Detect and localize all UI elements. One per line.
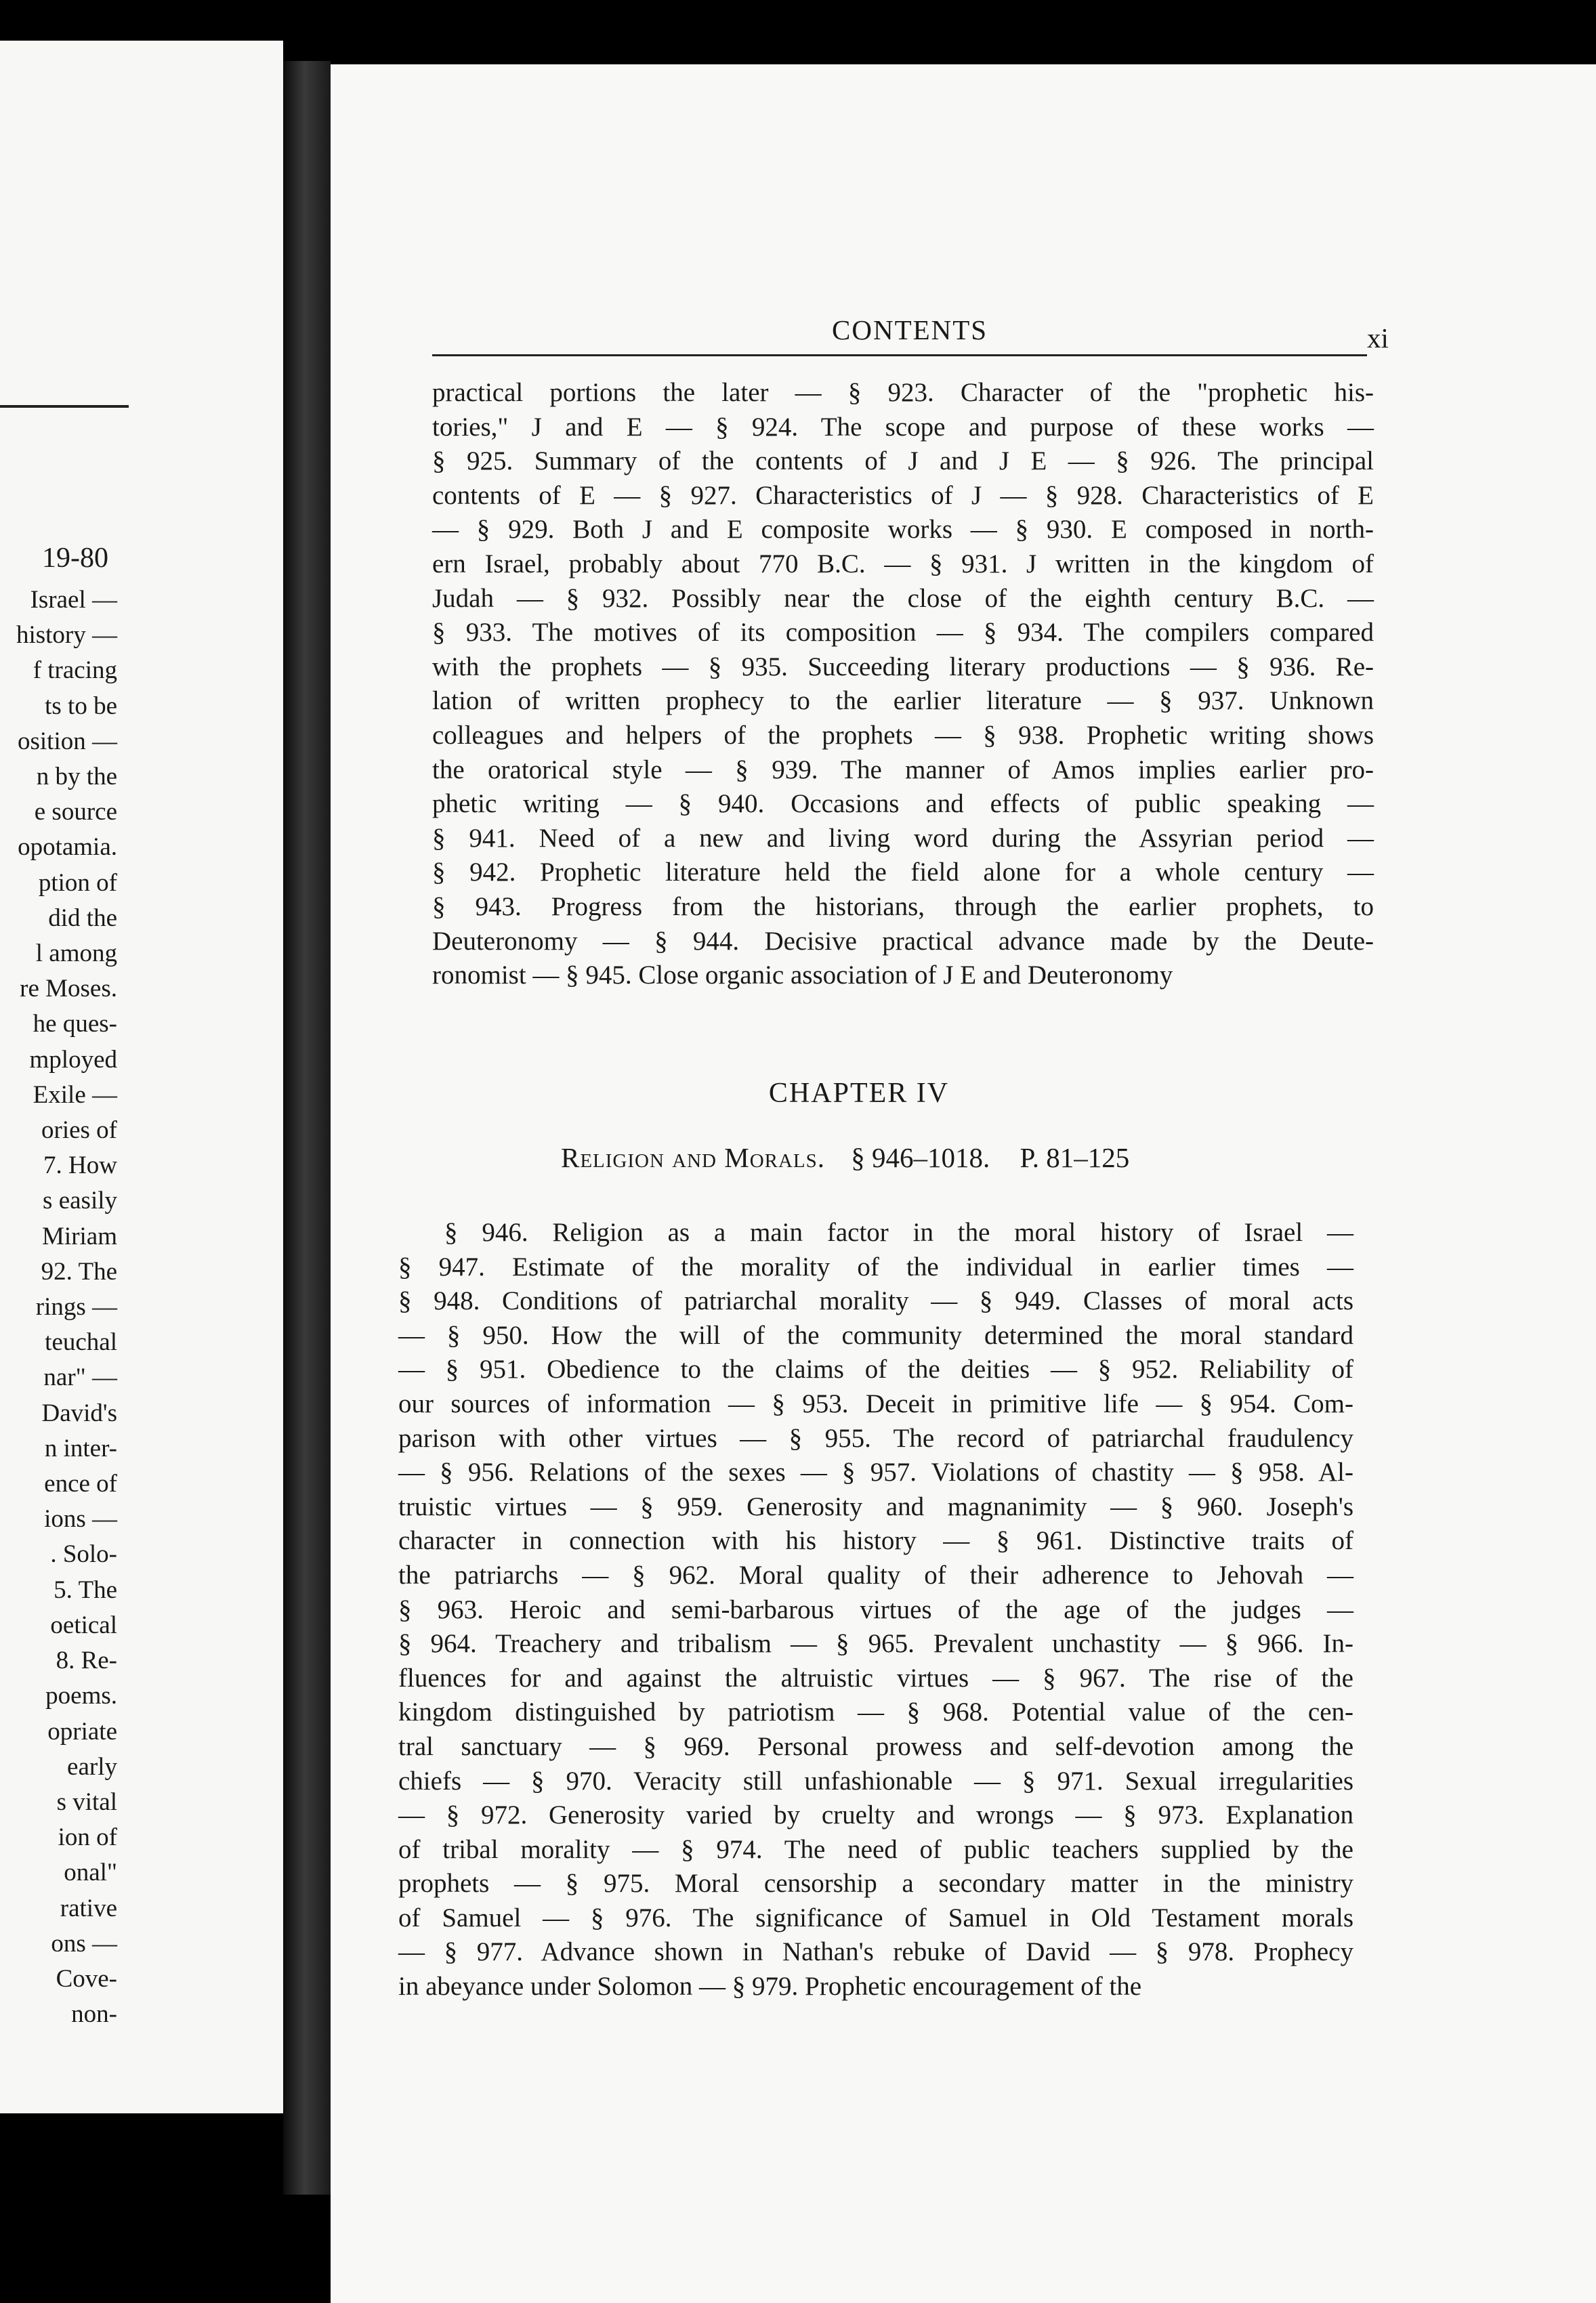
previous-page-line: history — <box>16 621 117 650</box>
previous-page-line: ion of <box>58 1823 117 1852</box>
contents-line: Judah — § 932. Possibly near the close of the eighth century B.C. — <box>432 583 1374 613</box>
previous-page-rule <box>0 405 129 408</box>
contents-line: chiefs — § 970. Veracity still unfashionable — § 971. Sexual irregularities <box>398 1766 1353 1796</box>
previous-page-line: did the <box>48 904 117 932</box>
contents-line: § 943. Progress from the historians, through the earlier prophets, to <box>432 891 1374 921</box>
contents-line: § 948. Conditions of patriarchal morality — § 949. Classes of moral acts <box>398 1286 1353 1316</box>
contents-line: § 925. Summary of the contents of J and J E — § 926. The principal <box>432 446 1374 476</box>
chapter-subject: Religion and Morals. <box>561 1142 826 1173</box>
previous-page-line: n inter- <box>44 1434 117 1462</box>
contents-line: phetic writing — § 940. Occasions and effects of public speaking — <box>432 789 1374 819</box>
contents-line: truistic virtues — § 959. Generosity and magnanimity — § 960. Joseph's <box>398 1492 1353 1521</box>
previous-page-line: oetical <box>50 1611 117 1639</box>
previous-page-line: Miriam <box>42 1222 117 1250</box>
previous-page-line: s vital <box>56 1788 117 1816</box>
contents-line: — § 956. Relations of the sexes — § 957. Violations of chastity — § 958. Al- <box>398 1458 1353 1487</box>
previous-page-line: rative <box>60 1894 117 1922</box>
chapter-title: CHAPTER IV <box>768 1078 950 1109</box>
contents-line: of Samuel — § 976. The significance of Samuel in Old Testament morals <box>398 1903 1353 1932</box>
chapter-paragraph <box>398 1216 1353 2004</box>
contents-line: of tribal morality — § 974. The need of public teachers supplied by the <box>398 1834 1353 1864</box>
contents-line: the patriarchs — § 962. Moral quality of their adherence to Jehovah — <box>398 1560 1353 1590</box>
page-number: xi <box>1367 322 1389 354</box>
previous-page-heading-fragment: 19-80 <box>42 543 108 574</box>
contents-line: character in connection with his history — § 961. Distinctive traits of <box>398 1526 1353 1556</box>
previous-page-line: ons — <box>51 1929 117 1958</box>
contents-line: colleagues and helpers of the prophets — § 938. Prophetic writing shows <box>432 720 1374 750</box>
chapter-subtitle <box>561 1141 1129 1174</box>
previous-page-line: teuchal <box>45 1328 117 1357</box>
contents-line: § 964. Treachery and tribalism — § 965. Prevalent unchastity — § 966. In- <box>398 1629 1353 1659</box>
previous-page-line: f tracing <box>33 656 117 685</box>
previous-page-line: ption of <box>38 868 117 897</box>
previous-page-line: n by the <box>36 763 117 791</box>
contents-line: — § 972. Generosity varied by cruelty and wrongs — § 973. Explanation <box>398 1800 1353 1830</box>
previous-page-line: 92. The <box>41 1257 117 1286</box>
previous-page-line: he ques- <box>33 1010 117 1038</box>
previous-page-line: opotamia. <box>18 833 117 862</box>
running-head-title: CONTENTS <box>832 314 988 345</box>
book-gutter <box>283 61 331 2195</box>
previous-page-line: osition — <box>18 727 117 755</box>
contents-line: ern Israel, probably about 770 B.C. — § 931. J written in the kingdom of <box>432 549 1374 578</box>
previous-page-line: onal" <box>64 1859 117 1887</box>
contents-line: § 933. The motives of its composition — § 934. The compilers compared <box>432 618 1374 648</box>
contents-line: contents of E — § 927. Characteristics of J — § 928. Characteristics of E <box>432 480 1374 510</box>
previous-page-line: Israel — <box>30 586 117 614</box>
previous-page-line: ence of <box>44 1470 117 1498</box>
contents-line: fluences for and against the altruistic virtues — § 967. The rise of the <box>398 1663 1353 1693</box>
previous-page-line: poems. <box>45 1682 117 1710</box>
contents-line: — § 950. How the will of the community determined the moral standard <box>398 1320 1353 1350</box>
previous-page-line: l among <box>35 939 117 968</box>
contents-line: § 946. Religion as a main factor in the moral history of Israel — <box>444 1218 1353 1247</box>
contents-line: Deuteronomy — § 944. Decisive practical advance made by the Deute- <box>432 926 1374 956</box>
contents-line: § 947. Estimate of the morality of the individual in earlier times — <box>398 1252 1353 1282</box>
running-head <box>331 314 1596 354</box>
header-rule <box>432 354 1367 356</box>
contents-line: § 963. Heroic and semi-barbarous virtues of the age of the judges — <box>398 1594 1353 1624</box>
previous-page-line: Cove- <box>56 1964 117 1993</box>
previous-page-line: 8. Re- <box>56 1647 117 1675</box>
previous-page-line: ions — <box>44 1505 117 1534</box>
previous-page-line: ts to be <box>45 692 117 720</box>
contents-line: ronomist — § 945. Close organic association of J E and Deuteronomy <box>432 960 1173 990</box>
contents-line: — § 929. Both J and E composite works — § 930. E composed in north- <box>432 515 1374 545</box>
previous-page-line: rings — <box>35 1293 117 1322</box>
previous-page-line: opriate <box>47 1717 117 1746</box>
previous-page-line: nar" — <box>43 1364 117 1392</box>
contents-page <box>331 64 1596 2303</box>
previous-page-line: non- <box>71 2000 117 2029</box>
contents-line: our sources of information — § 953. Deceit in primitive life — § 954. Com- <box>398 1389 1353 1418</box>
contents-line: — § 977. Advance shown in Nathan's rebuke of David — § 978. Prophecy <box>398 1937 1353 1967</box>
contents-line: the oratorical style — § 939. The manner of Amos implies earlier pro- <box>432 755 1374 784</box>
continued-paragraph <box>432 376 1374 993</box>
previous-page <box>0 41 283 2113</box>
previous-page-line: s easily <box>43 1187 117 1215</box>
previous-page-line: re Moses. <box>20 975 117 1003</box>
previous-page-line: early <box>67 1752 117 1781</box>
previous-page-text <box>0 583 117 2032</box>
previous-page-line: ories of <box>41 1116 117 1145</box>
previous-page-line: Exile — <box>33 1080 117 1109</box>
chapter-sections: § 946–1018. <box>851 1142 990 1173</box>
contents-line: parison with other virtues — § 955. The record of patriarchal fraudulency <box>398 1423 1353 1453</box>
previous-page-line: . Solo- <box>50 1540 117 1569</box>
contents-line: kingdom distinguished by patriotism — § 968. Potential value of the cen- <box>398 1697 1353 1727</box>
previous-page-line: 7. How <box>43 1152 117 1180</box>
contents-line: in abeyance under Solomon — § 979. Prophetic encouragement of the <box>398 1972 1142 2002</box>
contents-line: lation of written prophecy to the earlier literature — § 937. Unknown <box>432 686 1374 716</box>
contents-line: practical portions the later — § 923. Character of the "prophetic his- <box>432 378 1374 407</box>
contents-line: § 942. Prophetic literature held the field alone for a whole century — <box>432 858 1374 887</box>
contents-line: tories," J and E — § 924. The scope and purpose of these works — <box>432 412 1374 442</box>
previous-page-line: e source <box>34 798 117 826</box>
contents-line: § 941. Need of a new and living word during the Assyrian period — <box>432 823 1374 853</box>
contents-line: — § 951. Obedience to the claims of the deities — § 952. Reliability of <box>398 1355 1353 1385</box>
contents-line: prophets — § 975. Moral censorship a secondary matter in the ministry <box>398 1869 1353 1899</box>
previous-page-line: David's <box>41 1399 117 1427</box>
contents-line: with the prophets — § 935. Succeeding literary productions — § 936. Re- <box>432 652 1374 681</box>
previous-page-line: 5. The <box>54 1576 117 1604</box>
previous-page-line: mployed <box>29 1045 117 1074</box>
contents-line: tral sanctuary — § 969. Personal prowess and self-devotion among the <box>398 1731 1353 1761</box>
chapter-pages: P. 81–125 <box>1020 1142 1130 1173</box>
